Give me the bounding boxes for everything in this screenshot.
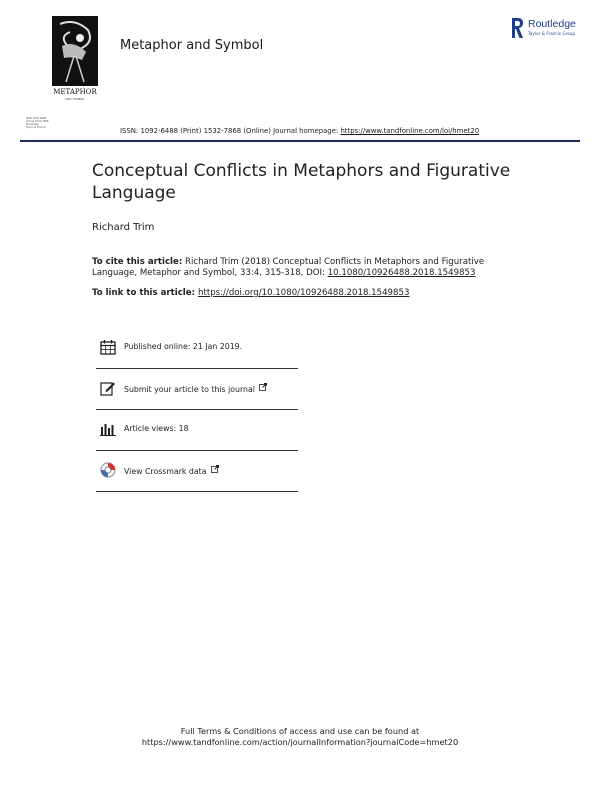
article-views-text: Article views: 18: [124, 424, 189, 433]
journal-name[interactable]: Metaphor and Symbol: [120, 38, 264, 53]
issn-line: ISSN: 1092-6488 (Print) 1532-7868 (Online) Journal homepage: https://www.tandfonline.com/loi/hmet20: [120, 127, 480, 135]
crossmark-row[interactable]: [96, 451, 298, 492]
article-title: Conceptual Conflicts in Metaphors and Figurative Language: [92, 161, 511, 203]
cover-title: METAPHOR: [53, 88, 97, 96]
submit-article-link[interactable]: Submit your article to this journal: [124, 383, 267, 394]
calendar-icon: [100, 339, 116, 355]
published-online-text: Published online: 21 Jan 2019.: [124, 342, 243, 351]
article-author: Richard Trim: [92, 222, 155, 233]
external-link-icon: [259, 383, 267, 391]
article-doi-url[interactable]: https://doi.org/10.1080/10926488.2018.1549853: [198, 288, 410, 298]
citation-block: To cite this article: Richard Trim (2018) Conceptual Conflicts in Metaphors and Figurative Language, Metaphor and Symbol, 33:4, 315-318, DOI: 10.1080/10926488.2018.1549853: [92, 257, 485, 278]
external-link-icon: [211, 465, 219, 473]
footer-terms: [0, 726, 600, 748]
submit-article-row[interactable]: [96, 369, 298, 410]
journal-homepage-link[interactable]: https://www.tandfonline.com/loi/hmet20: [340, 127, 480, 135]
journal-cover: [52, 16, 98, 102]
article-views-row: [96, 410, 298, 451]
footer-terms-text: Full Terms & Conditions of access and use can be found at: [180, 726, 420, 736]
publisher-subtitle: Taylor & Francis Group: [528, 31, 576, 36]
cover-subtitle: AND SYMBOL: [65, 97, 85, 101]
publisher-name: Routledge: [528, 18, 576, 30]
crossmark-link[interactable]: View Crossmark data: [124, 465, 219, 476]
cover-note: ISSN 1092-6488 Online 1532-7868 Routledge Taylor & Francis: [26, 117, 49, 129]
publisher-logo: [510, 17, 590, 39]
edit-icon: [100, 380, 116, 396]
crossmark-icon: [100, 462, 116, 478]
routledge-r-icon: [510, 17, 524, 39]
bar-chart-icon: [100, 421, 116, 437]
published-online-row: [96, 328, 298, 369]
doi-link[interactable]: 10.1080/10926488.2018.1549853: [327, 268, 476, 278]
header-divider: [20, 140, 580, 142]
footer-terms-url[interactable]: https://www.tandfonline.com/action/journalInformation?journalCode=hmet20: [141, 737, 459, 747]
cover-artwork: [52, 16, 98, 86]
article-link-line: To link to this article: https://doi.org/10.1080/10926488.2018.1549853: [92, 288, 410, 298]
